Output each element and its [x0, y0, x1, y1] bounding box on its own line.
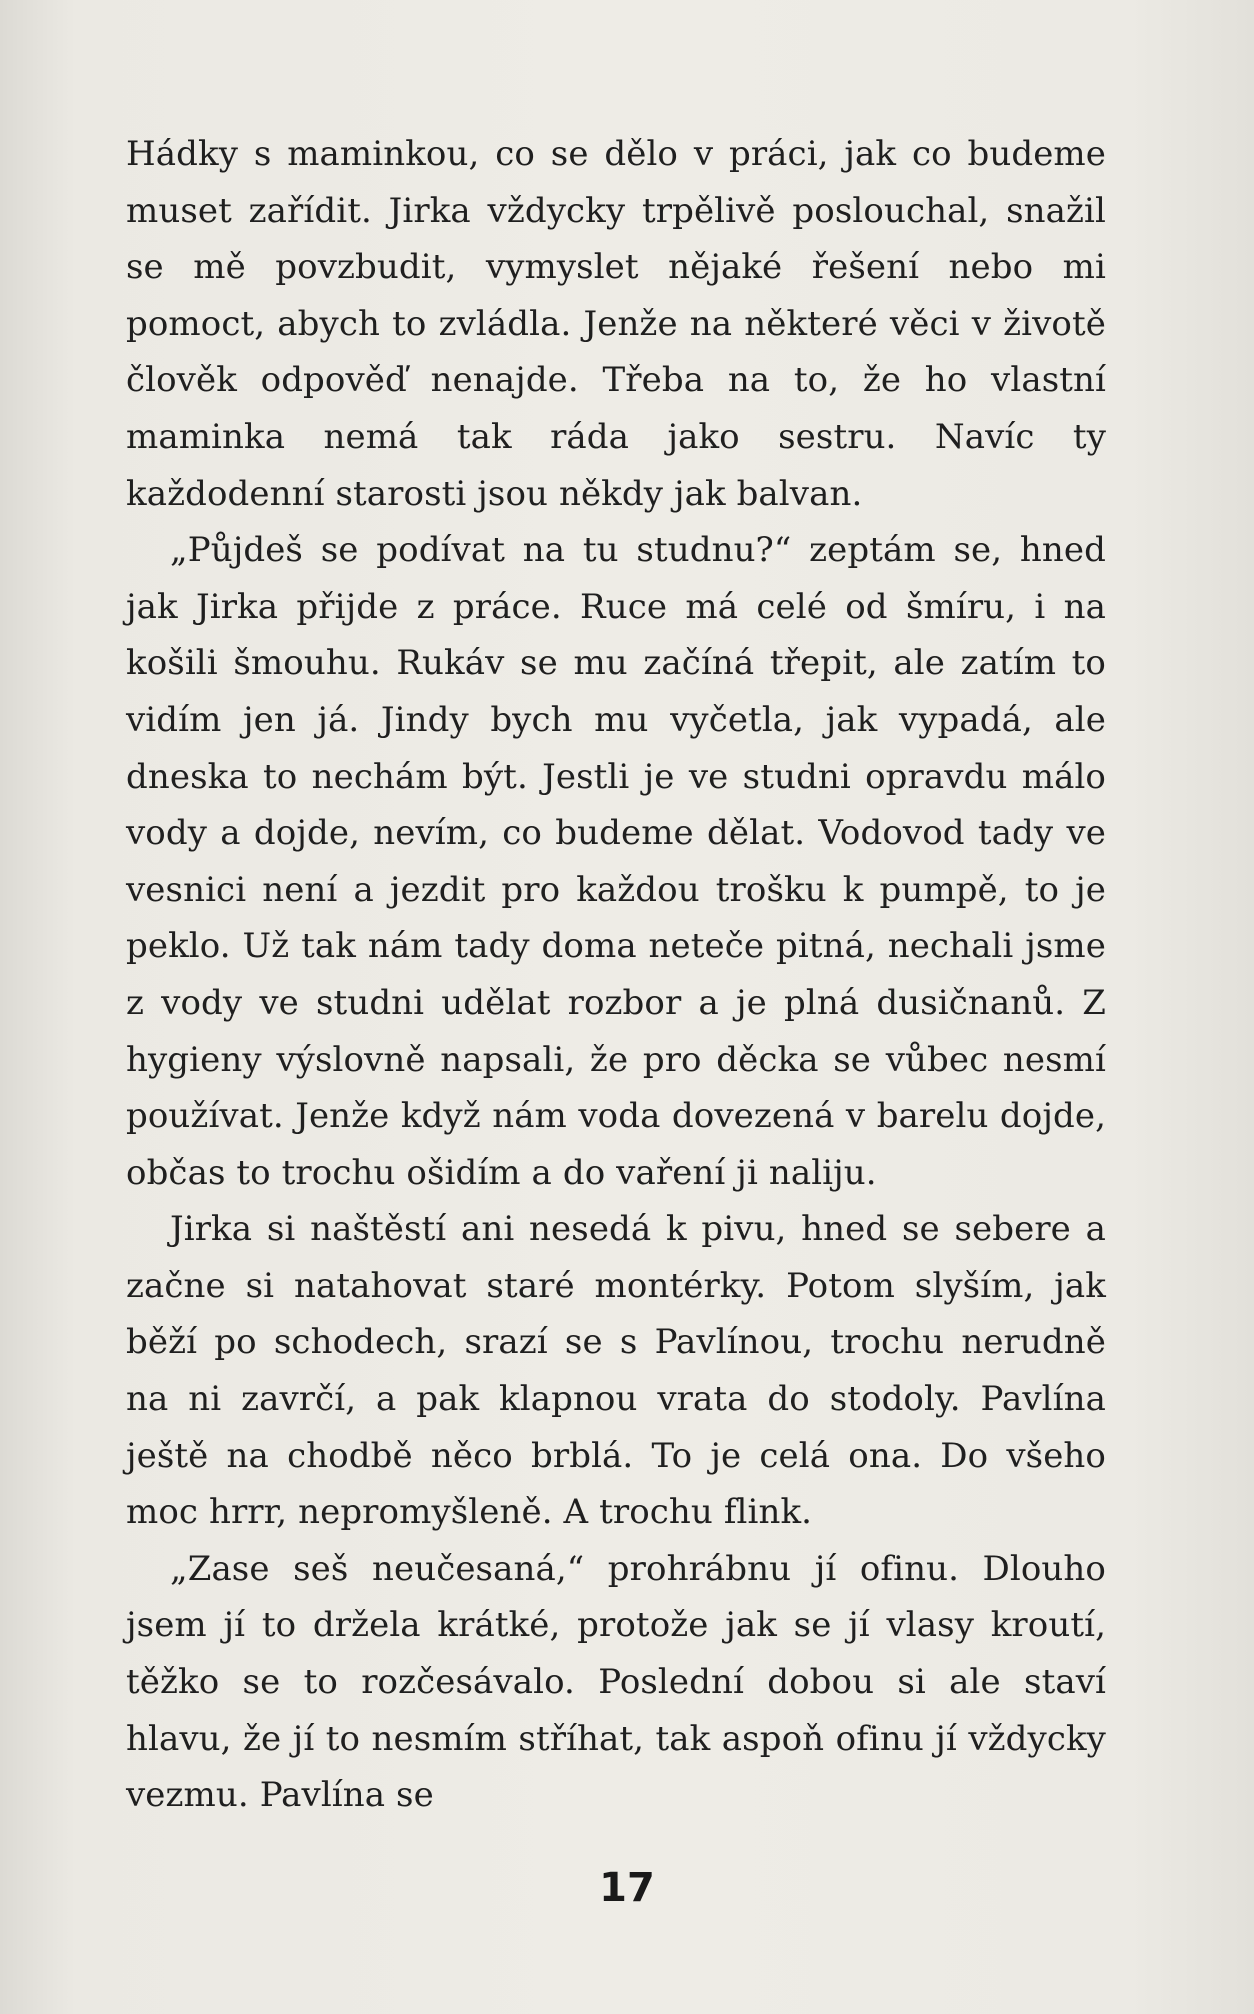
paragraph-2: „Půjdeš se podívat na tu studnu?“ zeptám se, hned jak Jirka přijde z práce. Ruce má celé od šmíru, i na košili šmouhu. Rukáv se mu začíná třepit, ale zatím to vidím jen já. Jindy bych mu vyčetla, jak vypadá, ale dneska to nechám být. Jestli je ve studni opravdu málo vody a dojde, nevím, co budeme dělat. Vodovod tady ve vesnici není a jezdit pro každou trošku k pumpě, to je peklo. Už tak nám tady doma neteče pitná, nechali jsme z vody ve studni udělat rozbor a je plná dusičnanů. Z hygieny výslovně napsali, že pro děcka se vůbec nesmí používat. Jenže když nám voda dovezená v barelu dojde, občas to trochu ošidím a do vaření ji naliju.	[126, 530, 1106, 1193]
paragraph-4: „Zase seš neučesaná,“ prohrábnu jí ofinu. Dlouho jsem jí to držela krátké, protože jak se jí vlasy kroutí, těžko se to rozčesávalo. Poslední dobou si ale staví hlavu, že jí to nesmím stříhat, tak aspoň ofinu jí vždycky vezmu. Pavlína se	[126, 1548, 1106, 1816]
body-text	[126, 126, 1106, 1824]
paragraph-1: Hádky s maminkou, co se dělo v práci, jak co budeme muset zařídit. Jirka vždycky trpělivě poslouchal, snažil se mě povzbudit, vymyslet nějaké řešení nebo mi pomoct, abych to zvládla. Jenže na některé věci v životě člověk odpověď nenajde. Třeba na to, že ho vlastní maminka nemá tak ráda jako sestru. Navíc ty každodenní starosti jsou někdy jak balvan.	[126, 134, 1106, 514]
paragraph-3: Jirka si naštěstí ani nesedá k pivu, hned se sebere a začne si natahovat staré montérky. Potom slyším, jak běží po schodech, srazí se s Pavlínou, trochu nerudně na ni zavrčí, a pak klapnou vrata do stodoly. Pavlína ještě na chodbě něco brblá. To je celá ona. Do všeho moc hrrr, nepromyšleně. A trochu flink.	[126, 1209, 1106, 1533]
page-number: 17	[599, 1865, 655, 1911]
